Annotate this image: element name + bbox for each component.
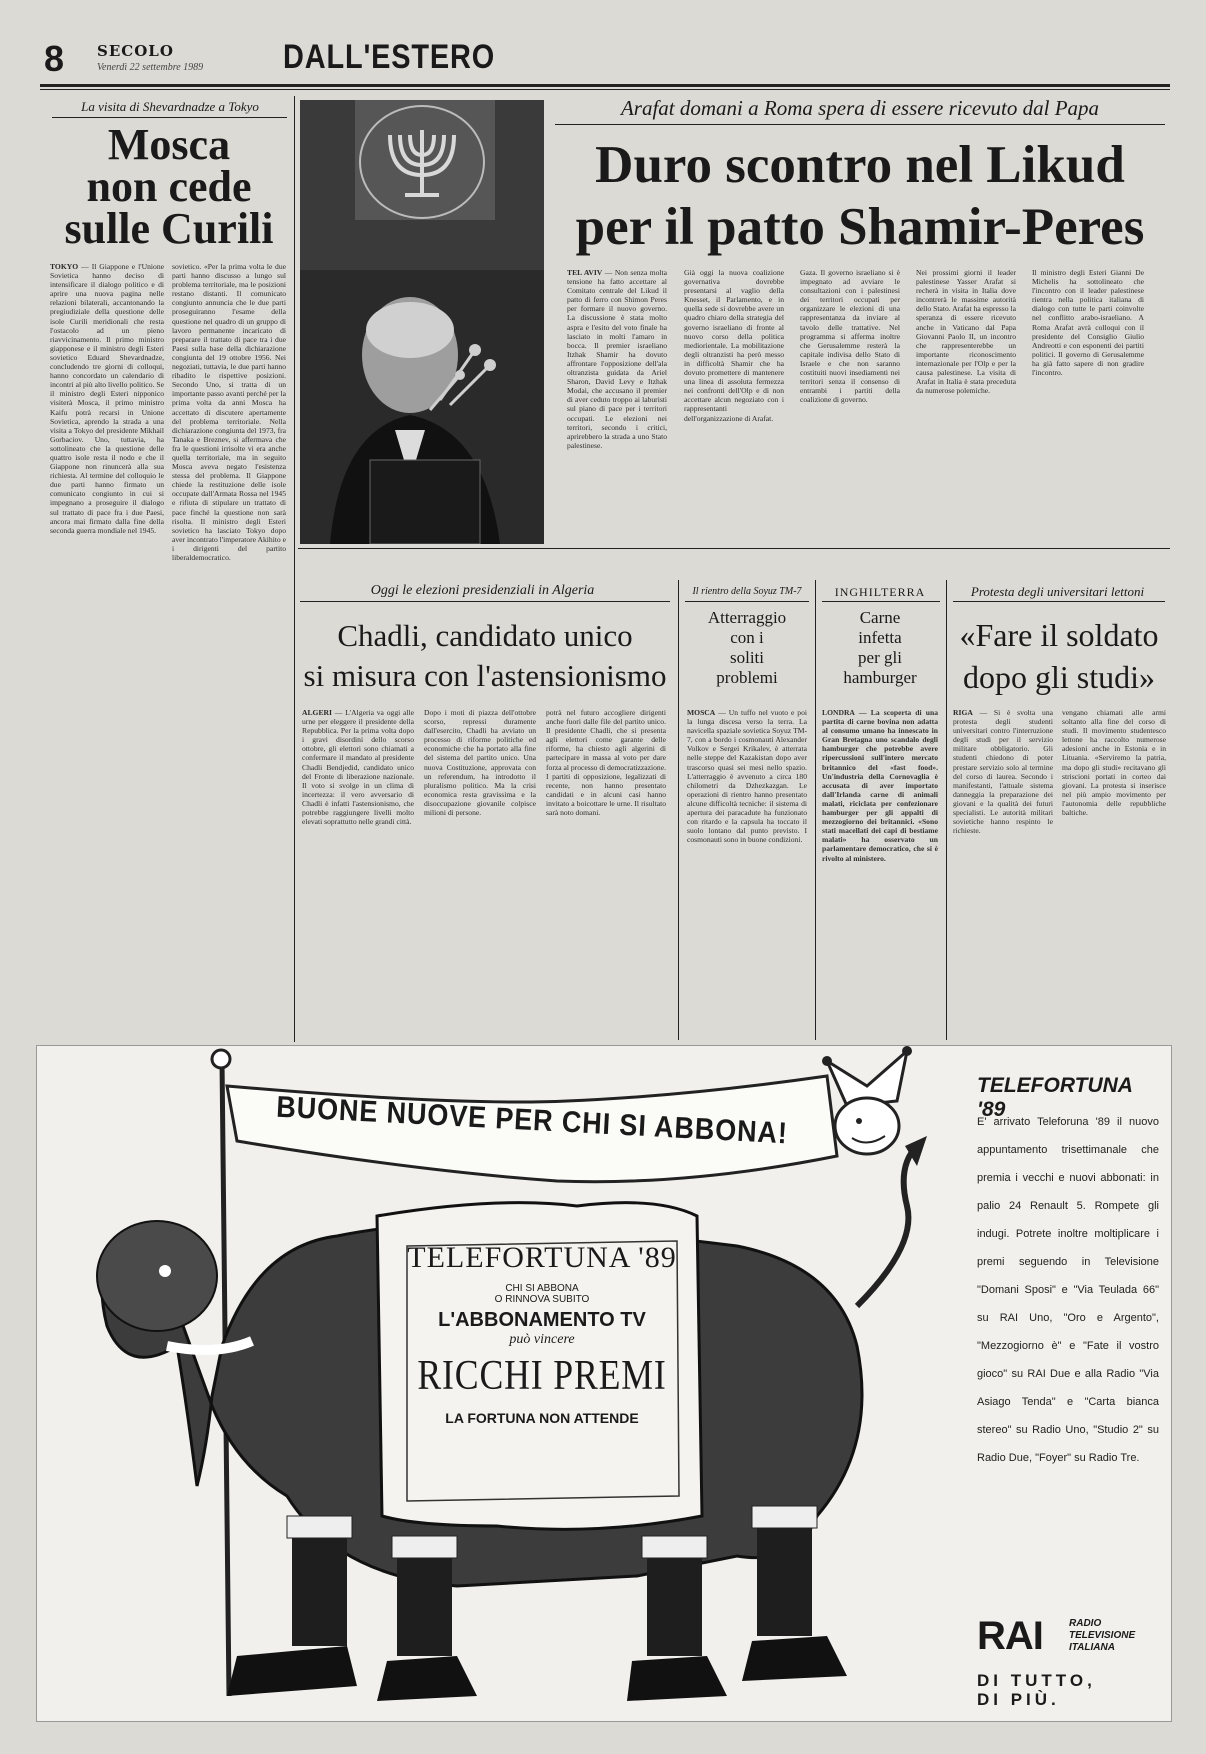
- latvia-headline-line-1: «Fare il soldato: [959, 617, 1159, 653]
- latvia-article-col-2: [1062, 708, 1166, 1040]
- rai-logo-sub-3: ITALIANA: [1069, 1642, 1115, 1653]
- main-article-kicker: Arafat domani a Roma spera di essere ricevuto dal Papa: [620, 96, 1100, 120]
- teleforuna-advertisement: [36, 1045, 1172, 1722]
- main-headline-line-1: Duro scontro nel Likud: [595, 136, 1125, 194]
- algeria-article-kicker: Oggi le elezioni presidenziali in Algeria: [370, 583, 595, 598]
- hamburger-headline-line-2: infetta: [858, 628, 902, 647]
- ad-banner-headline: BUONE NUOVE PER CHI SI ABBONA!: [275, 1090, 789, 1151]
- latvia-article-kicker: Protesta degli universitari lettoni: [970, 584, 1145, 599]
- latvia-article-headline: [948, 614, 1170, 698]
- algeria-article-headline: [295, 616, 675, 696]
- algeria-article-text-2: Dopo i moti di piazza dell'ottobre scorso, repressi duramente dall'esercito, Chadli ha avviato un processo di riforme politiche ed economiche che ha portato alla fine del sistema del partito unico. Una nuova Costituzione, approvata con un referendum, ha introdotto il pluralismo politico. Ma la crisi economica resta gravissima e la disoccupazione giovanile colpisce milioni di persone.: [424, 708, 536, 818]
- rai-logo-sub-1: RADIO: [1069, 1618, 1102, 1629]
- masthead-rule: [40, 84, 1170, 87]
- blanket-text-group: [382, 1241, 702, 1426]
- soyuz-headline-line-3: soliti: [729, 648, 764, 667]
- left-column-divider: [294, 96, 295, 1042]
- left-kicker-rule: [52, 117, 287, 118]
- main-article-text-4: Nei prossimi giorni il leader palestinese Yasser Arafat si recherà in visita in Italia dove incontrerà le massime autorità dello Stato. Arafat ha espresso la speranza di essere ricevuto anche in Vaticano dal Papa Giovanni Paolo II, un incontro che rappresenterebbe un importante riconoscimento internazionale per l'Olp e per la causa palestinese. La visita di Arafat in Italia è stata preceduta da numerose polemiche.: [916, 268, 1016, 396]
- left-article-col-1: [50, 262, 164, 1042]
- soyuz-headline-line-4: problemi: [716, 668, 778, 687]
- hamburger-headline-line-1: Carne: [859, 608, 901, 627]
- ad-side-title: TELEFORTUNA '89: [977, 1074, 1133, 1121]
- left-article-text-1: — Il Giappone e l'Unione Sovietica hanno deciso di intensificare il dialogo politico e di aprire una nuova pagina nelle relazioni bilaterali, accantonando la pregiudiziale della questione delle isole Curili meridionali che resta l'ostacolo ad un pieno riavvicinamento. Il primo ministro giapponese e il ministro degli Esteri sovietico Eduard Shevardnadze, concludendo tre giorni di colloqui, hanno concordato un calendario di incontri al più alto livello politico. Se il ministro degli Esteri nipponico visiterà Mosca, il primo ministro Kaifu potrà recarsi in Unione Sovietica, aprendo la strada a una visita a Tokyo del presidente Mikhail Gorbaciov. Uno, tuttavia, ha sottolineato che la questione delle quattro isole resta il nodo e che il Giappone non rinuncerà alla sua richiesta. Al termine del colloquio le due parti hanno firmato un comunicato congiunto in cui si impegnano a proseguire il dialogo sul trattato di pace fra i due Paesi, ancora mai firmato dalla fine della seconda guerra mondiale nel 1945.: [50, 262, 164, 535]
- rai-logo-text: RAI: [977, 1614, 1043, 1658]
- left-article-headline: [48, 120, 290, 253]
- algeria-article-text-3: potrà nel futuro accogliere dirigenti anche fuori dalle file del partito unico. Il presidente Chadli, che si presenta agli elettori come garante delle riforme, ha chiesto agli algerini di partecipare in massa al voto per dare forza al processo di democratizzazione. I partiti di opposizione, legalizzati di recente, non hanno presentato candidati e in alcuni casi hanno invitato a boicottare le urne. Il risultato sarà noto domani.: [546, 708, 666, 818]
- main-article-col-3: [800, 268, 900, 544]
- main-article-col-2: [684, 268, 784, 544]
- left-article-col-2: [172, 262, 286, 1042]
- hamburger-divider: [946, 580, 947, 1040]
- algeria-divider: [678, 580, 679, 1040]
- hamburger-headline-line-4: hamburger: [843, 668, 917, 687]
- rai-slogan: [977, 1671, 1157, 1709]
- latvia-article-dateline: RIGA: [953, 708, 973, 717]
- left-article-kicker: La visita di Shevardnadze a Tokyo: [81, 99, 259, 114]
- soyuz-article-headline: [683, 608, 811, 688]
- blanket-line-3: L'ABBONAMENTO TV: [438, 1309, 646, 1331]
- latvia-kicker-rule: [953, 601, 1165, 602]
- rai-slogan-line-2: DI PIÙ.: [977, 1690, 1060, 1709]
- soyuz-headline-line-2: con i: [730, 628, 764, 647]
- main-article-col-1: [567, 268, 667, 544]
- ad-side-text: E' arrivato Teleforuna '89 il nuovo appuntamento trisettimanale che premia i vecchi e nuovi abbonati: in palio 24 Renault 5. Rompete gli indugi. Potrete inoltre moltiplicare i premi seguendo in Televisione "Domani Sposi" e "Via Teulada 66" su RAI Uno, "Oro e Argento", "Mezzogiorno è" e "Fate il vostro gioco" su RAI Due e alla Radio "Via Asiago Tenda" e "Carta bianca stereo" su Radio Uno, "Studio 2" su Radio Due, "Foyer" su Radio Tre.: [977, 1116, 1159, 1464]
- issue-date: Venerdì 22 settembre 1989: [97, 62, 204, 73]
- main-kicker-rule: [555, 124, 1165, 125]
- newspaper-name: SECOLO: [97, 42, 174, 60]
- blanket-tagline: LA FORTUNA NON ATTENDE: [445, 1410, 639, 1426]
- blanket-title: TELEFORTUNA '89: [407, 1241, 677, 1274]
- soyuz-divider: [815, 580, 816, 1040]
- blanket-line-1: CHI SI ABBONA: [505, 1283, 579, 1294]
- soyuz-article-kicker: Il rientro della Soyuz TM-7: [692, 586, 802, 597]
- news-photo-illustration: [300, 100, 544, 544]
- rai-logo: [977, 1614, 1157, 1664]
- algeria-headline-line-2: si misura con l'astensionismo: [303, 658, 667, 693]
- main-headline-line-2: per il patto Shamir-Peres: [575, 198, 1145, 256]
- soyuz-article-text-1: — Un tuffo nel vuoto e poi la lunga discesa verso la terra. La navicella spaziale sovietica Soyuz TM-7, con a bordo i cosmonauti Alexander Volkov e Sergei Krikalev, è atterrata nelle steppe del Kazakistan dopo aver trascorso quasi sei mesi nello spazio. L'atterraggio è avvenuto a circa 180 chilometri da Dzhezkazgan. Le operazioni di rientro hanno presentato alcune difficoltà tecniche: il sistema di apertura dei paracadute ha funzionato con ritardo e la capsula ha toccato il suolo lontano dal punto previsto. I cosmonauti sono in buone condizioni.: [687, 708, 807, 845]
- algeria-article-text-1: — L'Algeria va oggi alle urne per eleggere il presidente della Repubblica. Per la prima volta dopo i gravi disordini dello scorso ottobre, gli elettori sono chiamati a confermare il mandato al presidente Chadli Bendjedid, candidato unico del Fronte di liberazione nazionale. Il voto si svolge in un clima di incertezza: il vero avversario di Chadli è infatti l'astensionismo, che potrebbe raggiungere livelli molto elevati soprattutto nelle grandi città.: [302, 708, 414, 827]
- hamburger-article-headline: [819, 608, 941, 688]
- main-article-bottom-rule: [298, 548, 1170, 549]
- latvia-article-text-2: vengano chiamati alle armi soltanto alla fine del corso di studi. Il movimento studentesco lettone ha raccolto numerose adesioni anche in Estonia e in Lituania. «Serviremo la patria, ma dopo gli studi» recitavano gli striscioni portati in corteo dai giovani. La protesta si inserisce nel più ampio movimento per l'autonomia delle repubbliche baltiche.: [1062, 708, 1166, 818]
- masthead-rule-thin: [40, 89, 1170, 90]
- latvia-headline-line-2: dopo gli studi»: [962, 659, 1155, 695]
- main-article-text-1: — Non senza molta tensione ha fatto accettare al Comitato centrale del Likud il patto di ferro con Shimon Peres per formare il nuovo governo. La discussione è stata molto aspra e l'esito del voto finale ha lasciato in molti l'amaro in bocca. Il premier israeliano Itzhak Shamir ha dovuto affrontare l'opposizione dell'ala oltranzista guidata da Ariel Sharon, David Levy e Itzhak Modai, che accusano il premier di aver ceduto troppo ai laburisti sul piano di pace per i territori occupati. Le elezioni nei territori, secondo i critici, aprirebbero la strada a uno Stato palestinese.: [567, 268, 667, 450]
- left-article-dateline: TOKYO: [50, 262, 79, 271]
- main-article-col-5: [1032, 268, 1144, 544]
- hamburger-kicker-rule: [822, 601, 940, 602]
- rai-slogan-line-1: DI TUTTO,: [977, 1671, 1096, 1690]
- blanket-line-4: può vincere: [509, 1332, 575, 1347]
- soyuz-article-col-1: [687, 708, 807, 1040]
- main-article-headline: [550, 134, 1170, 258]
- news-photo-shamir: [300, 100, 544, 544]
- main-article-text-2: Già oggi la nuova coalizione governativa dovrebbe presentarsi al vaglio della Knesset, il Parlamento, e in quella sede si dovrebbe avere un quadro chiaro della strategia del governo israeliano di fronte al nuovo corso della politica mediorientale. La mobilitazione degli oltranzisti ha però messo in difficoltà Shamir che ha dovuto promettere di mantenere una linea di assoluta fermezza nei confronti dell'Olp e di non accettare alcun negoziato con i rappresentanti dell'organizzazione di Arafat.: [684, 268, 784, 423]
- algeria-article-col-3: [546, 708, 666, 1040]
- algeria-kicker-rule: [300, 601, 670, 602]
- left-headline-line-1: Mosca: [107, 120, 231, 169]
- page-number: 8: [44, 38, 65, 79]
- hamburger-article-text-1: — La scoperta di una partita di carne bovina non adatta al consumo umano ha innescato in Gran Bretagna uno scandalo degli hamburger che potrebbe avere ripercussioni sull'intero mercato britannico del «fast food». Un'industria della Cornovaglia è accusata di aver importato dall'Irlanda carne di animali malati, riciclata per confezionare hamburger per gli appalti di mezzogiorno dei britannici. «Sono stati macellati dei capi di bestiame malati» ha osservato un parlamentare democratico, che si è rivolto al ministero.: [822, 708, 938, 863]
- blanket-prize: RICCHI PREMI: [417, 1353, 667, 1399]
- hamburger-headline-line-3: per gli: [858, 648, 902, 667]
- algeria-article-col-1: [302, 708, 414, 1040]
- blanket-line-2: O RINNOVA SUBITO: [494, 1294, 590, 1305]
- left-headline-line-3: sulle Curili: [64, 204, 274, 253]
- hamburger-article-col-1: [822, 708, 938, 1040]
- algeria-article-col-2: [424, 708, 536, 1040]
- algeria-article-dateline: ALGERI: [302, 708, 332, 717]
- main-article-text-5: Il ministro degli Esteri Gianni De Michelis ha sottolineato che l'incontro con il leader palestinese rientra nella politica italiana di dialogo con tutte le parti coinvolte nel conflitto arabo-israeliano. A Roma Arafat avrà colloqui con il presidente del Consiglio Giulio Andreotti e con esponenti dei partiti politici. Il governo di Gerusalemme ha già fatto sapere di non gradire l'incontro.: [1032, 268, 1144, 378]
- algeria-headline-line-1: Chadli, candidato unico: [337, 618, 633, 653]
- soyuz-kicker-rule: [685, 601, 809, 602]
- latvia-article-text-1: — Si è svolta una protesta degli studenti universitari contro l'interruzione degli studi per il servizio militare obbligatorio. Gli studenti chiedono di poter prestare servizio solo al termine del corso di laurea. Secondo i manifestanti, l'attuale sistema danneggia la preparazione dei giovani e la qualità dei futuri specialisti. Le autorità militari sovietiche hanno respinto le richieste.: [953, 708, 1053, 836]
- hamburger-article-dateline: LONDRA: [822, 708, 855, 717]
- hamburger-article-kicker: INGHILTERRA: [834, 585, 926, 599]
- left-article-text-2: sovietico. «Per la prima volta le due parti hanno discusso a lungo sul problema territoriale, ma le posizioni restano distanti. Il comunicato congiunto annuncia che le due parti proseguiranno l'esame della questione nel quadro di un gruppo di lavoro permanente incaricato di preparare il trattato di pace tra i due Paesi sulla base della dichiarazione congiunta del 19 ottobre 1956. Nei negoziati, tuttavia, le due parti hanno ribadito le rispettive posizioni. Secondo Uno, si tratta di un importante passo avanti perché per la prima volta da anni Mosca ha accettato di discutere apertamente del problema territoriale. Nella dichiarazione congiunta del 1973, fra Tanaka e Breznev, si affermava che fra le questioni irrisolte vi era anche quella territoriale, ma in seguito Mosca aveva negato l'esistenza stessa del problema. Il Giappone chiede la restituzione delle isole occupate dall'Armata Rossa nel 1945 e rifiuta di stipulare un trattato di pace finché la questione non sarà risolta. Il ministro degli Esteri sovietico ha lasciato Tokyo dopo aver incontrato l'imperatore Akihito e i dirigenti del partito liberaldemocratico.: [172, 262, 286, 562]
- rai-logo-sub-2: TELEVISIONE: [1069, 1630, 1136, 1641]
- latvia-article-col-1: [953, 708, 1053, 1040]
- main-article-text-3: Gaza. Il governo israeliano si è impegnato ad avviare le consultazioni con i palestinesi dei territori occupati per organizzare le elezioni di una rappresentanza da inviare al tavolo delle trattative. Nel programma si afferma inoltre che Gerusalemme resterà la capitale indivisa dello Stato di Israele e che non saranno costituiti nuovi insediamenti nei territori senza il consenso di entrambi i partiti della coalizione di governo.: [800, 268, 900, 405]
- left-headline-line-2: non cede: [86, 162, 252, 211]
- soyuz-article-dateline: MOSCA: [687, 708, 716, 717]
- section-title: DALL'ESTERO: [283, 38, 496, 76]
- soyuz-headline-line-1: Atterraggio: [707, 608, 787, 627]
- main-article-col-4: [916, 268, 1016, 544]
- main-article-dateline: TEL AVIV: [567, 268, 603, 277]
